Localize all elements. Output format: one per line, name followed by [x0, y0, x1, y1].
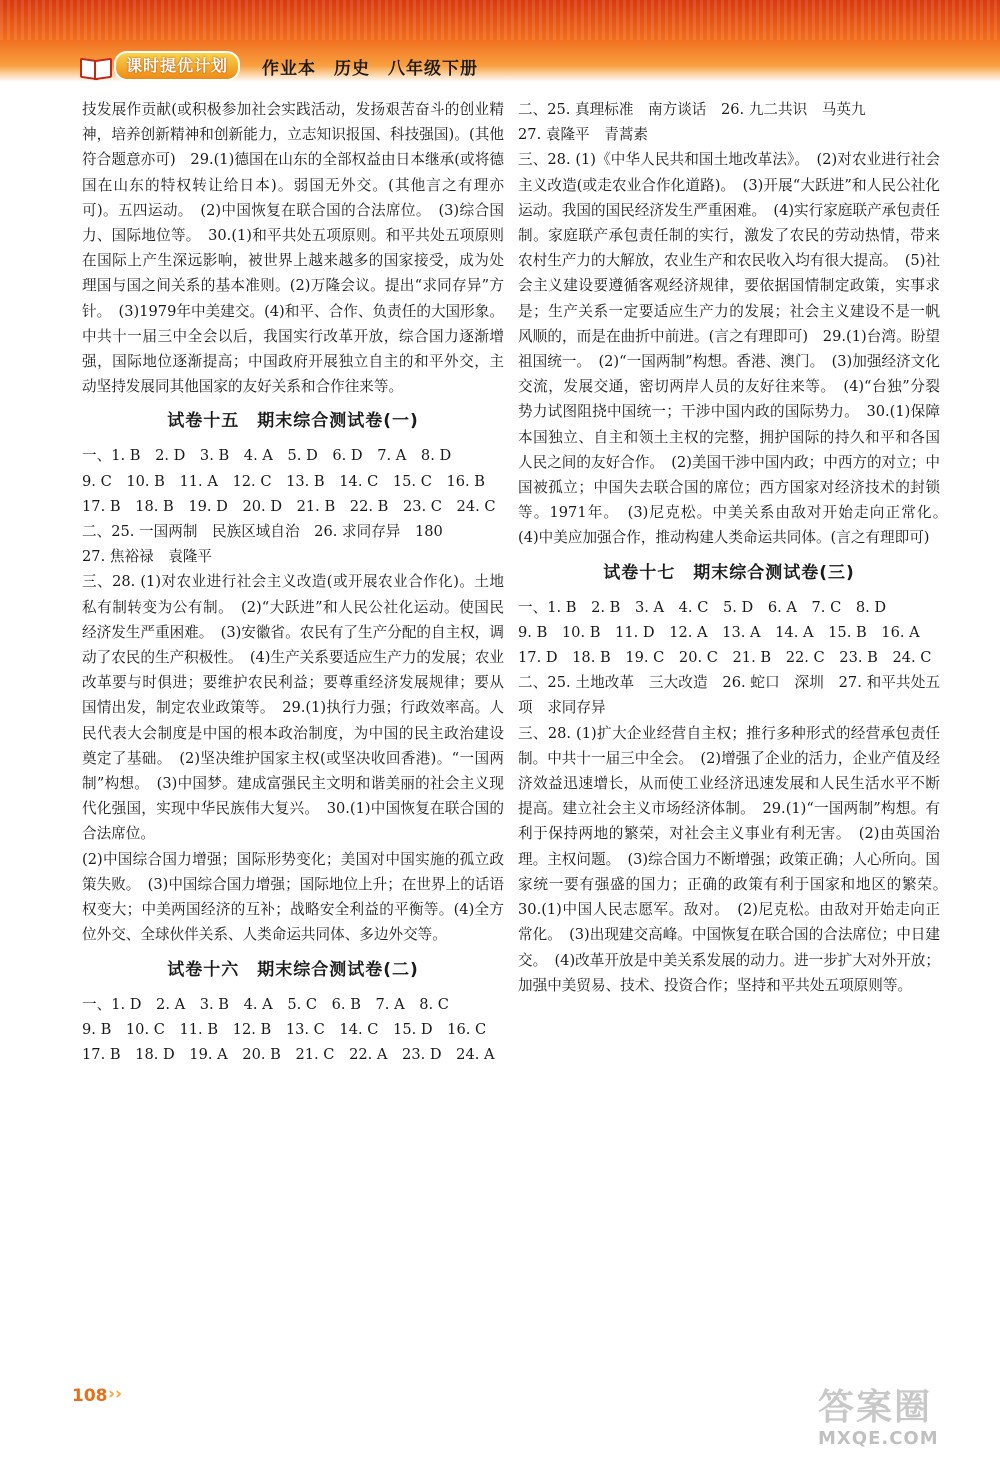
chevron-right-icon: ››	[108, 1384, 123, 1404]
answer-line: 一、1. B 2. D 3. B 4. A 5. D 6. D 7. A 8. D	[82, 447, 452, 465]
section-title: 试卷十七 期末综合测试卷(三)	[603, 562, 855, 583]
brand-logo	[80, 52, 240, 80]
answer-line: 27. 袁隆平 青蒿素	[518, 126, 649, 144]
watermark-url: MXQE.COM	[818, 1428, 939, 1449]
answer-line: 二、25. 真理标准 南方谈话 26. 九二共识 马英九	[518, 101, 866, 118]
watermark	[818, 1388, 994, 1454]
answer-line: 二、25. 一国两制 民族区域自治 26. 求同存异 180	[82, 523, 443, 541]
section-title: 试卷十六 期末综合测试卷(二)	[167, 959, 419, 980]
answer-line: 17. B 18. D 19. A 20. B 21. C 22. A 23. D 24. A	[82, 1045, 495, 1063]
brand-name: 课时提优计划	[114, 51, 240, 81]
section-title: 试卷十五 期末综合测试卷(一)	[167, 411, 419, 432]
answer-line: 二、25. 土地改革 三大改造 26. 蛇口 深圳 27. 和平共处五项 求同存异	[518, 674, 940, 717]
answer-paragraph: 三、28. (1)对农业进行社会主义改造(或开展农业合作化)。土地私有制转变为公有制。 (2)“大跃进”和人民公社化运动。使国民经济发生严重困难。 (3)安徽省。农民有了生产分配的自主权，调动了农民的生产积极性。 (4)生产关系要适应生产力的发展；农业改革要与时俱进；要维护农民利益；要尊重经济发展规律；要从国情出发，制定农业政策等。 29.(1)执行力强；行政效率高。人民代表大会制度是中国的根本政治制度，为中国的民主政治建设奠定了基础。 (2)坚决维护国家主权(或坚决收回香港)。“一国两制”构想。 (3)中国梦。建成富强民主文明和谐美丽的社会主义现代化强国，实现中华民族伟大复兴。 30.(1)中国恢复在联合国的合法席位。	[82, 573, 504, 843]
answer-line: 9. C 10. B 11. A 12. C 13. B 14. C 15. C 16. B	[82, 472, 486, 490]
answer-paragraph: 技发展作贡献(或积极参加社会实践活动，发扬艰苦奋斗的创业精神，培养创新精神和创新能力，立志知识报国、科技强国)。(其他符合题意亦可) 29.(1)德国在山东的全部权益由日本继承(或将德国在山东的特权转让给日本)。弱国无外交。(其他言之有理亦可)。五四运动。 (2)中国恢复在联合国的合法席位。 (3)综合国力、国际地位等。 30.(1)和平共处五项原则。和平共处五项原则在国际上产生深远影响，被世界上越来越多的国家接受，成为处理国与国之间关系的基本准则。(2)万隆会议。提出“求同存异”方针。 (3)1979年中美建交。(4)和平、合作、负责任的大国形象。中共十一届三中全会以后，我国实行改革开放，综合国力逐渐增强，国际地位逐渐提高；中国政府开展独立自主的和平外交，主动坚持发展同其他国家的友好关系和合作往来等。	[82, 101, 504, 396]
answer-line: 一、1. B 2. B 3. A 4. C 5. D 6. A 7. C 8. D	[518, 598, 887, 616]
answer-line: 27. 焦裕禄 袁隆平	[82, 548, 213, 566]
answer-paragraph: 三、28. (1)《中华人民共和国土地改革法》。 (2)对农业进行社会主义改造(或走农业合作化道路)。 (3)开展“大跃进”和人民公社化运动。我国的国民经济发生严重困难。 (4)实行家庭联产承包责任制。家庭联产承包责任制的实行，激发了农民的劳动热情，带来农村生产力的大解放，农业生产和农民收入均有很大提高。 (5)社会主义建设要遵循客观经济规律，要依据国情制定政策，实事求是；生产关系一定要适应生产力的发展；社会主义建设不是一帆风顺的，而是在曲折中前进。(言之有理即可) 29.(1)台湾。盼望祖国统一。 (2)“一国两制”构想。香港、澳门。 (3)加强经济文化交流，发展交通，密切两岸人员的友好往来等。 (4)“台独”分裂势力试图阻挠中国统一；干涉中国内政的国际势力。 30.(1)保障本国独立、自主和领土主权的完整，拥护国际的持久和平和各国人民之间的友好合作。 (2)美国干涉中国内政；中西方的对立；中国被孤立；中国失去联合国的席位；西方国家对经济技术的封锁等。1971年。 (3)尼克松。中美关系由敌对开始走向正常化。 (4)中美应加强合作，推动构建人类命运共同体。(言之有理即可)	[518, 151, 955, 547]
grade: 八年级下册	[388, 59, 478, 79]
answer-line: 9. B 10. C 11. B 12. B 13. C 14. C 15. D 16. C	[82, 1020, 487, 1038]
left-column	[82, 97, 504, 1067]
header-banner	[0, 0, 1000, 82]
answer-line: 一、1. D 2. A 3. B 4. A 5. C 6. B 7. A 8. C	[82, 995, 449, 1013]
subject: 历史	[334, 59, 370, 79]
book-type: 作业本	[262, 59, 316, 79]
answer-line: 17. D 18. B 19. C 20. C 21. B 22. C 23. B 24. C	[518, 649, 932, 667]
watermark-text: 答案圈	[818, 1387, 933, 1428]
right-column	[518, 97, 955, 998]
header-texture	[0, 0, 1000, 40]
page-number: 108	[72, 1386, 108, 1406]
open-book-icon	[80, 55, 110, 77]
answer-line: 17. B 18. B 19. D 20. D 21. B 22. B 23. C 24. C	[82, 497, 496, 515]
book-subtitle	[262, 54, 496, 79]
answer-paragraph: 三、28. (1)扩大企业经营自主权；推行多种形式的经营承包责任制。中共十一届三中全会。 (2)增强了企业的活力，企业产值及经济效益迅速增长，从而使工业经济迅速发展和人民生活水平不断提高。建立社会主义市场经济体制。 29.(1)“一国两制”构想。有利于保持两地的繁荣，对社会主义事业有利无害。 (2)由英国治理。主权问题。 (3)综合国力不断增强；政策正确；人心所向。国家统一要有强盛的国力；正确的政策有利于国家和地区的繁荣。 30.(1)中国人民志愿军。敌对。 (2)尼克松。由敌对开始走向正常化。 (3)出现建交高峰。中国恢复在联合国的合法席位；中日建交。 (4)改革开放是中美关系发展的动力。进一步扩大对外开放；加强中美贸易、技术、投资合作；坚持和平共处五项原则等。	[518, 724, 955, 994]
answer-paragraph: (2)中国综合国力增强；国际形势变化；美国对中国实施的孤立政策失败。 (3)中国综合国力增强；国际地位上升；在世界上的话语权变大；中美两国经济的互补；战略安全利益的平衡等。(4)全方位外交、全球伙伴关系、人类命运共同体、多边外交等。	[82, 850, 504, 944]
answer-line: 9. B 10. B 11. D 12. A 13. A 14. A 15. B 16. A	[518, 623, 920, 641]
